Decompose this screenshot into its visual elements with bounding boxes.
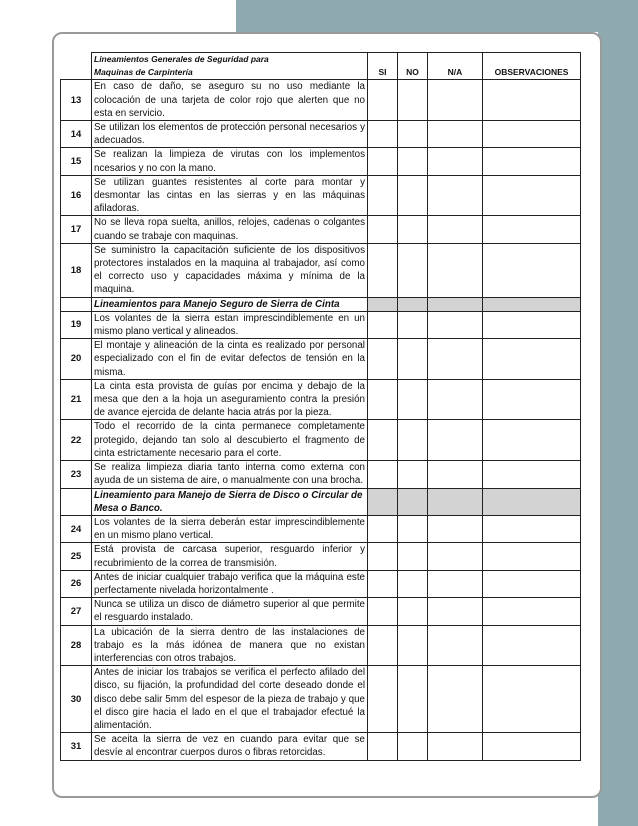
row-description: El montaje y alineación de la cinta es realizado por personal especializado con el fin de evitar defectos de tensión en la misma. — [92, 339, 368, 380]
na-checkbox-cell[interactable] — [428, 339, 483, 380]
observaciones-cell[interactable] — [483, 175, 581, 216]
observaciones-cell[interactable] — [483, 216, 581, 243]
checklist-row — [61, 420, 581, 461]
section-heading: Lineamientos para Manejo Seguro de Sierra de Cinta — [92, 297, 368, 311]
si-checkbox-cell[interactable] — [368, 80, 398, 121]
si-checkbox-cell[interactable] — [368, 148, 398, 175]
na-checkbox-cell[interactable] — [428, 515, 483, 542]
si-checkbox-cell[interactable] — [368, 420, 398, 461]
header-row — [61, 53, 581, 80]
checklist-row — [61, 148, 581, 175]
checklist-row — [61, 243, 581, 297]
section-shaded-cell — [483, 297, 581, 311]
row-description: Antes de iniciar cualquier trabajo verifica que la máquina este perfectamente nivelada horizontalmente . — [92, 570, 368, 597]
na-checkbox-cell[interactable] — [428, 570, 483, 597]
no-checkbox-cell[interactable] — [398, 461, 428, 488]
row-description: Antes de iniciar los trabajos se verifica el perfecto afilado del disco, su fijación, la profundidad del corte deseado donde el disco debe salir 5mm del espesor de la pieza de trabajo y que el disco gire hacia el lado en el que el trabajador efectué la alimentación. — [92, 666, 368, 733]
observaciones-cell[interactable] — [483, 339, 581, 380]
row-description: No se lleva ropa suelta, anillos, relojes, cadenas o colgantes cuando se trabaje con maquinas. — [92, 216, 368, 243]
no-checkbox-cell[interactable] — [398, 598, 428, 625]
header-num-cell — [61, 53, 92, 80]
row-number: 27 — [61, 598, 92, 625]
checklist-row — [61, 733, 581, 760]
row-number: 23 — [61, 461, 92, 488]
no-checkbox-cell[interactable] — [398, 148, 428, 175]
no-checkbox-cell[interactable] — [398, 379, 428, 420]
row-number: 13 — [61, 80, 92, 121]
no-checkbox-cell[interactable] — [398, 666, 428, 733]
observaciones-cell[interactable] — [483, 80, 581, 121]
row-number: 19 — [61, 311, 92, 338]
header-si: SI — [368, 53, 398, 80]
no-checkbox-cell[interactable] — [398, 121, 428, 148]
row-number: 31 — [61, 733, 92, 760]
si-checkbox-cell[interactable] — [368, 311, 398, 338]
row-number: 25 — [61, 543, 92, 570]
header-na: N/A — [428, 53, 483, 80]
checklist-row — [61, 461, 581, 488]
observaciones-cell[interactable] — [483, 420, 581, 461]
no-checkbox-cell[interactable] — [398, 243, 428, 297]
section-num-cell — [61, 488, 92, 515]
na-checkbox-cell[interactable] — [428, 420, 483, 461]
no-checkbox-cell[interactable] — [398, 80, 428, 121]
header-title-cell — [92, 53, 368, 80]
checklist-row — [61, 666, 581, 733]
section-shaded-cell — [398, 297, 428, 311]
checklist-row — [61, 625, 581, 666]
observaciones-cell[interactable] — [483, 543, 581, 570]
si-checkbox-cell[interactable] — [368, 570, 398, 597]
row-number: 26 — [61, 570, 92, 597]
page-number: 37 — [577, 796, 592, 811]
row-description: Está provista de carcasa superior, resguardo inferior y recubrimiento de la correa de transmisión. — [92, 543, 368, 570]
section-heading: Lineamiento para Manejo de Sierra de Disco o Circular de Mesa o Banco. — [92, 488, 368, 515]
observaciones-cell[interactable] — [483, 311, 581, 338]
observaciones-cell[interactable] — [483, 570, 581, 597]
si-checkbox-cell[interactable] — [368, 379, 398, 420]
section-shaded-cell — [398, 488, 428, 515]
checklist-row — [61, 379, 581, 420]
row-number: 15 — [61, 148, 92, 175]
na-checkbox-cell[interactable] — [428, 148, 483, 175]
na-checkbox-cell[interactable] — [428, 625, 483, 666]
no-checkbox-cell[interactable] — [398, 543, 428, 570]
no-checkbox-cell[interactable] — [398, 311, 428, 338]
row-number: 24 — [61, 515, 92, 542]
observaciones-cell[interactable] — [483, 148, 581, 175]
header-title-line1: Lineamientos Generales de Seguridad para — [94, 54, 269, 64]
na-checkbox-cell[interactable] — [428, 243, 483, 297]
observaciones-cell[interactable] — [483, 625, 581, 666]
si-checkbox-cell[interactable] — [368, 625, 398, 666]
si-checkbox-cell[interactable] — [368, 515, 398, 542]
na-checkbox-cell[interactable] — [428, 80, 483, 121]
na-checkbox-cell[interactable] — [428, 461, 483, 488]
observaciones-cell[interactable] — [483, 515, 581, 542]
no-checkbox-cell[interactable] — [398, 570, 428, 597]
row-description: La ubicación de la sierra dentro de las instalaciones de trabajo es la más idónea de manera que no existan interferencias con otros trabajos. — [92, 625, 368, 666]
na-checkbox-cell[interactable] — [428, 379, 483, 420]
checklist-row — [61, 339, 581, 380]
checklist-row — [61, 175, 581, 216]
row-number: 18 — [61, 243, 92, 297]
section-heading-row — [61, 488, 581, 515]
row-number: 20 — [61, 339, 92, 380]
no-checkbox-cell[interactable] — [398, 339, 428, 380]
row-description: Se suministro la capacitación suficiente de los dispositivos protectores instalados en la maquina al trabajador, así como el correcto uso y capacidades máxima y mínima de la maquina. — [92, 243, 368, 297]
no-checkbox-cell[interactable] — [398, 733, 428, 760]
observaciones-cell[interactable] — [483, 461, 581, 488]
no-checkbox-cell[interactable] — [398, 625, 428, 666]
observaciones-cell[interactable] — [483, 243, 581, 297]
na-checkbox-cell[interactable] — [428, 121, 483, 148]
side-decorative-band — [598, 0, 638, 826]
row-description: Se aceita la sierra de vez en cuando para evitar que se desvíe al encontrar cuerpos duros o fibras retorcidas. — [92, 733, 368, 760]
section-shaded-cell — [483, 488, 581, 515]
row-description: Nunca se utiliza un disco de diámetro superior al que permite el resguardo instalado. — [92, 598, 368, 625]
checklist-row — [61, 80, 581, 121]
no-checkbox-cell[interactable] — [398, 420, 428, 461]
row-number: 22 — [61, 420, 92, 461]
section-shaded-cell — [428, 488, 483, 515]
si-checkbox-cell[interactable] — [368, 121, 398, 148]
checklist-row — [61, 598, 581, 625]
na-checkbox-cell[interactable] — [428, 175, 483, 216]
na-checkbox-cell[interactable] — [428, 311, 483, 338]
checklist-row — [61, 121, 581, 148]
row-number: 14 — [61, 121, 92, 148]
section-heading-row — [61, 297, 581, 311]
row-description: Se realizan la limpieza de virutas con los implementos ncesarios y no con la mano. — [92, 148, 368, 175]
header-observaciones: OBSERVACIONES — [483, 53, 581, 80]
row-description: Todo el recorrido de la cinta permanece completamente protegido, dejando tan solo al descubierto el fragmento de cinta estrictamente necesario para el corte. — [92, 420, 368, 461]
observaciones-cell[interactable] — [483, 379, 581, 420]
row-description: Los volantes de la sierra deberán estar imprescindiblemente en un mismo plano vertical. — [92, 515, 368, 542]
row-description: En caso de daño, se aseguro su no uso mediante la colocación de una tarjeta de color rojo que alerten que no esta en servicio. — [92, 80, 368, 121]
row-number: 17 — [61, 216, 92, 243]
row-description: Se utilizan guantes resistentes al corte para montar y desmontar las cintas en las sierras y en las máquinas afiladoras. — [92, 175, 368, 216]
na-checkbox-cell[interactable] — [428, 543, 483, 570]
si-checkbox-cell[interactable] — [368, 666, 398, 733]
checklist-row — [61, 570, 581, 597]
checklist-row — [61, 216, 581, 243]
section-shaded-cell — [428, 297, 483, 311]
top-decorative-band — [236, 0, 638, 32]
na-checkbox-cell[interactable] — [428, 216, 483, 243]
row-description: Se utilizan los elementos de protección personal necesarios y adecuados. — [92, 121, 368, 148]
safety-checklist-table — [60, 52, 581, 761]
observaciones-cell[interactable] — [483, 733, 581, 760]
checklist-row — [61, 515, 581, 542]
si-checkbox-cell[interactable] — [368, 598, 398, 625]
checklist-row — [61, 543, 581, 570]
si-checkbox-cell[interactable] — [368, 243, 398, 297]
no-checkbox-cell[interactable] — [398, 515, 428, 542]
observaciones-cell[interactable] — [483, 121, 581, 148]
no-checkbox-cell[interactable] — [398, 175, 428, 216]
checklist-row — [61, 311, 581, 338]
section-num-cell — [61, 297, 92, 311]
row-number: 16 — [61, 175, 92, 216]
row-description: La cinta esta provista de guías por encima y debajo de la mesa que den a la hoja un aseguramiento contra la presión de avance ejercida de delante hacia atrás por la pieza. — [92, 379, 368, 420]
row-number: 30 — [61, 666, 92, 733]
si-checkbox-cell[interactable] — [368, 733, 398, 760]
observaciones-cell[interactable] — [483, 666, 581, 733]
row-description: Los volantes de la sierra estan imprescindiblemente en un mismo plano vertical y alineados. — [92, 311, 368, 338]
row-number: 21 — [61, 379, 92, 420]
si-checkbox-cell[interactable] — [368, 216, 398, 243]
na-checkbox-cell[interactable] — [428, 733, 483, 760]
section-shaded-cell — [368, 297, 398, 311]
row-description: Se realiza limpieza diaria tanto interna como externa con ayuda de un sistema de aire, o manualmente con una brocha. — [92, 461, 368, 488]
observaciones-cell[interactable] — [483, 598, 581, 625]
header-no: NO — [398, 53, 428, 80]
si-checkbox-cell[interactable] — [368, 461, 398, 488]
na-checkbox-cell[interactable] — [428, 666, 483, 733]
no-checkbox-cell[interactable] — [398, 216, 428, 243]
si-checkbox-cell[interactable] — [368, 339, 398, 380]
si-checkbox-cell[interactable] — [368, 543, 398, 570]
header-title-line2: Maquinas de Carpintería — [94, 67, 193, 78]
si-checkbox-cell[interactable] — [368, 175, 398, 216]
na-checkbox-cell[interactable] — [428, 598, 483, 625]
section-shaded-cell — [368, 488, 398, 515]
row-number: 28 — [61, 625, 92, 666]
